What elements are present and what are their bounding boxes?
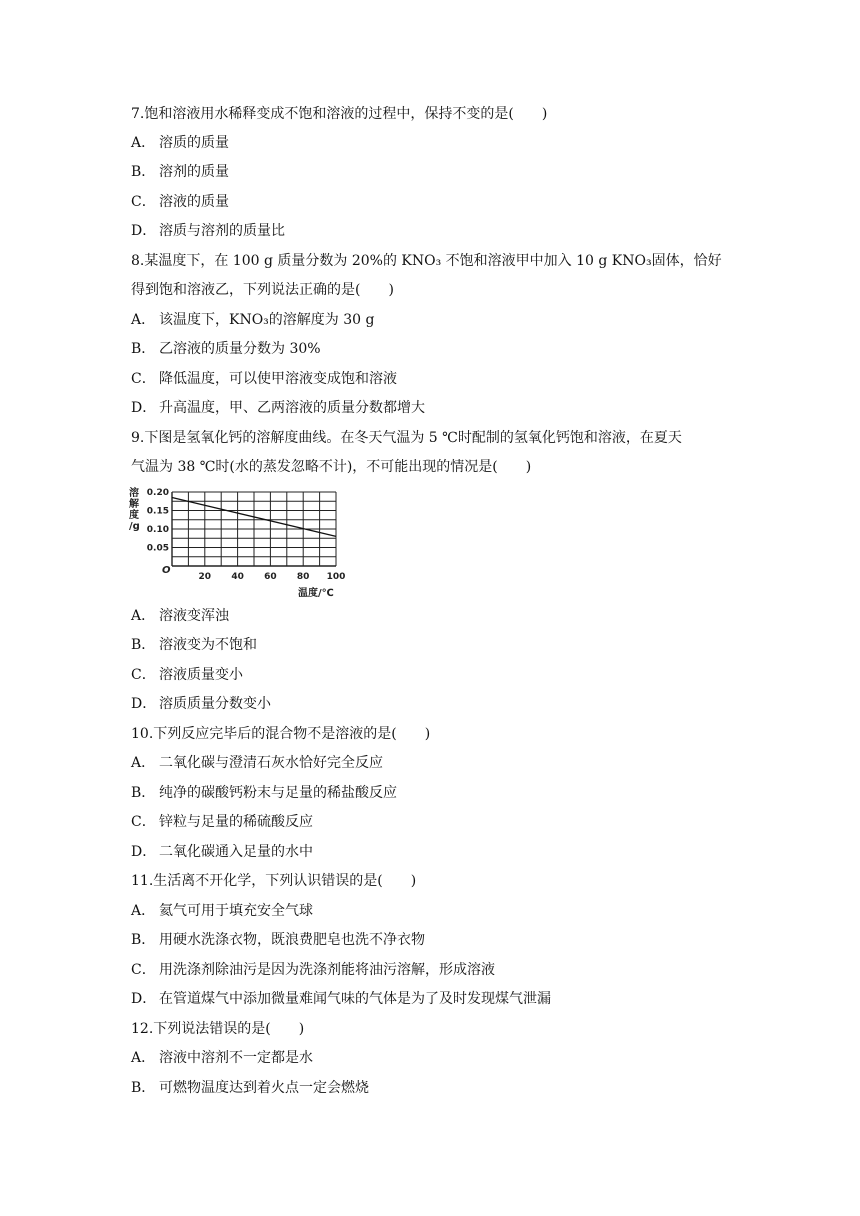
option-text: 升高温度，甲、乙两溶液的质量分数都增大 [159, 400, 425, 416]
option-text: 锌粒与足量的稀硫酸反应 [159, 814, 313, 830]
option-text: 溶液质量变小 [159, 667, 243, 683]
chart-ticks [147, 488, 346, 582]
option-letter: B． [131, 1080, 156, 1096]
option-text: 溶质的质量 [159, 135, 229, 151]
option-letter: D． [131, 991, 157, 1007]
q10-stem: 10.下列反应完毕后的混合物不是溶液的是( ) [131, 726, 431, 742]
origin-label: O [162, 565, 171, 576]
q11-option-d [131, 989, 551, 1009]
option-letter: D． [131, 223, 157, 239]
q7-option-d [131, 221, 285, 241]
q11-option-c [131, 960, 495, 980]
y-tick-label: 0.20 [146, 488, 169, 498]
option-letter: A． [131, 312, 156, 328]
option-letter: A． [131, 608, 156, 624]
y-axis-label-char-4: /g [129, 521, 140, 532]
option-text: 纯净的碳酸钙粉末与足量的稀盐酸反应 [159, 785, 397, 801]
y-axis-label-char-2: 解 [129, 499, 139, 510]
option-letter: C． [131, 194, 156, 210]
q9-stem-line1: 9.下图是氢氧化钙的溶解度曲线。在冬天气温为 5 ℃时配制的氢氧化钙饱和溶液，在夏天 [131, 430, 682, 446]
q8-option-a [131, 310, 374, 330]
option-text: 溶液变浑浊 [159, 608, 229, 624]
option-letter: D． [131, 696, 157, 712]
option-text: 溶剂的质量 [159, 164, 229, 180]
q11-option-b [131, 930, 425, 950]
option-text: 溶液中溶剂不一定都是水 [159, 1050, 313, 1066]
option-letter: D． [131, 844, 157, 860]
option-text: 二氧化碳与澄清石灰水恰好完全反应 [159, 755, 383, 771]
q9-stem-line2: 气温为 38 ℃时(水的蒸发忽略不计)，不可能出现的情况是( ) [131, 459, 532, 475]
solubility-chart [126, 486, 351, 598]
option-text: 降低温度，可以使甲溶液变成饱和溶液 [159, 371, 397, 387]
option-letter: A． [131, 903, 156, 919]
q7-option-b [131, 162, 229, 182]
q9-option-d [131, 694, 271, 714]
x-tick-label: 40 [231, 572, 244, 582]
option-letter: A． [131, 135, 156, 151]
option-text: 用洗涤剂除油污是因为洗涤剂能将油污溶解，形成溶液 [159, 962, 495, 978]
q9-option-a [131, 606, 229, 626]
x-tick-label: 60 [264, 572, 277, 582]
option-text: 溶液变为不饱和 [159, 637, 257, 653]
option-letter: C． [131, 814, 156, 830]
option-letter: B． [131, 932, 156, 948]
option-letter: B． [131, 637, 156, 653]
option-letter: C． [131, 371, 156, 387]
q7-option-a [131, 133, 229, 153]
option-text: 可燃物温度达到着火点一定会燃烧 [159, 1080, 369, 1096]
option-text: 用硬水洗涤衣物，既浪费肥皂也洗不净衣物 [159, 932, 425, 948]
q7-stem: 7.饱和溶液用水稀释变成不饱和溶液的过程中，保持不变的是( ) [131, 106, 548, 122]
option-text: 溶液的质量 [159, 194, 229, 210]
option-letter: C． [131, 962, 156, 978]
option-text: 氦气可用于填充安全气球 [159, 903, 313, 919]
option-letter: B． [131, 164, 156, 180]
q8-stem-line2: 得到饱和溶液乙，下列说法正确的是( ) [131, 282, 394, 298]
q12-option-b [131, 1078, 369, 1098]
x-axis-label: 温度/℃ [298, 588, 334, 598]
x-tick-label: 20 [198, 572, 212, 582]
option-letter: B． [131, 785, 156, 801]
q8-option-b [131, 339, 321, 359]
y-axis-label-char-1: 溶 [129, 488, 139, 499]
q9-option-b [131, 635, 257, 655]
q12-stem: 12.下列说法错误的是( ) [131, 1021, 305, 1037]
q10-option-a [131, 753, 383, 773]
q12-option-a [131, 1048, 313, 1068]
q10-option-c [131, 812, 313, 832]
q10-option-b [131, 783, 397, 803]
q11-stem: 11.生活离不开化学，下列认识错误的是( ) [131, 873, 417, 889]
option-text: 在管道煤气中添加微量难闻气味的气体是为了及时发现煤气泄漏 [159, 991, 551, 1007]
option-text: 该温度下，KNO₃的溶解度为 30 g [159, 312, 375, 328]
x-tick-label: 80 [296, 572, 310, 582]
option-letter: B． [131, 341, 156, 357]
q7-option-c [131, 192, 229, 212]
option-text: 溶质质量分数变小 [159, 696, 271, 712]
y-axis-label-char-3: 度 [129, 510, 139, 521]
y-tick-label: 0.10 [146, 525, 169, 535]
option-text: 二氧化碳通入足量的水中 [159, 844, 313, 860]
option-letter: D． [131, 400, 157, 416]
option-text: 溶质与溶剂的质量比 [159, 223, 285, 239]
q8-option-c [131, 369, 397, 389]
x-tick-label: 100 [326, 572, 346, 582]
q8-option-d [131, 398, 425, 418]
option-letter: C． [131, 667, 156, 683]
option-letter: A． [131, 755, 156, 771]
q9-option-c [131, 665, 243, 685]
y-tick-label: 0.05 [146, 543, 169, 554]
option-letter: A． [131, 1050, 156, 1066]
q8-stem-line1: 8.某温度下，在 100 g 质量分数为 20%的 KNO₃ 不饱和溶液甲中加入 10 g KNO₃固体，恰好 [131, 253, 722, 269]
option-text: 乙溶液的质量分数为 30% [159, 341, 321, 357]
y-tick-label: 0.15 [146, 506, 169, 517]
q10-option-d [131, 842, 313, 862]
solubility-chart-svg [126, 486, 351, 598]
q11-option-a [131, 901, 313, 921]
